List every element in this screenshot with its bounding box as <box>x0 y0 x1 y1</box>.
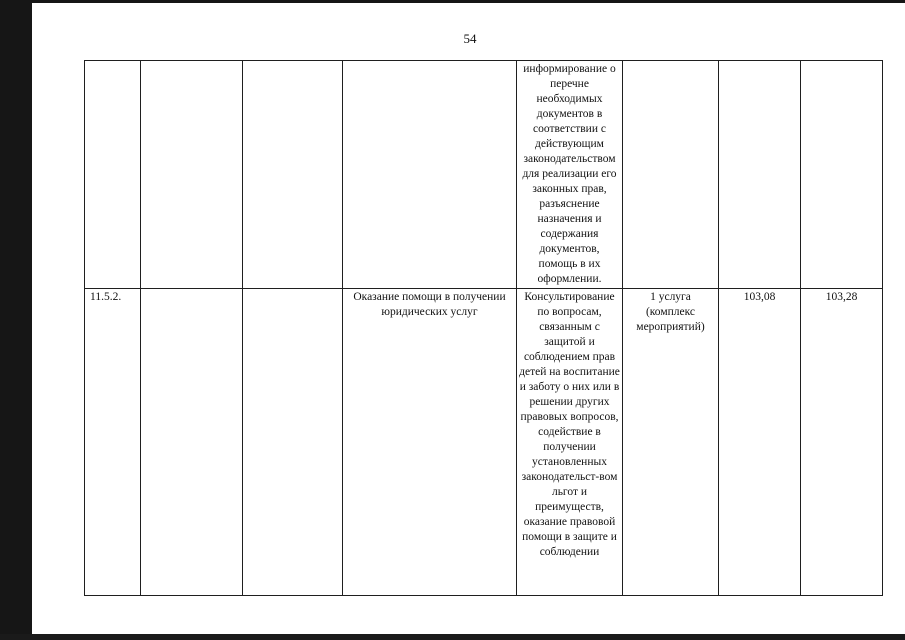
scan-top-edge <box>0 0 905 3</box>
page-number: 54 <box>463 31 477 46</box>
cell-unit <box>623 61 719 289</box>
cell-value1: 103,08 <box>719 289 801 596</box>
cell-description: Консультирование по вопросам, связанным с защитой и соблюдением прав детей на воспитание и заботу о них или в решении других правовых вопросов, содействие в получении установленных законодательст-вом льгот и преимуществ, оказание правовой помощи в защите и соблюдении <box>517 289 623 596</box>
cell-value2 <box>801 61 883 289</box>
cell-col2 <box>141 61 243 289</box>
cell-description: информирование о перечне необходимых документов в соответствии с действующим законодательством для реализации его законных прав, разъяснение назначения и содержания документов, помощь в их оформлении. <box>517 61 623 289</box>
services-table <box>84 60 883 596</box>
table-row <box>85 289 883 596</box>
cell-number <box>85 61 141 289</box>
cell-value1 <box>719 61 801 289</box>
cell-value2: 103,28 <box>801 289 883 596</box>
cell-number: 11.5.2. <box>85 289 141 596</box>
scan-left-edge <box>0 0 32 640</box>
scan-bottom-edge <box>0 634 905 640</box>
cell-service: Оказание помощи в получении юридических услуг <box>343 289 517 596</box>
cell-unit: 1 услуга (комплекс мероприятий) <box>623 289 719 596</box>
cell-col2 <box>141 289 243 596</box>
cell-col3 <box>243 61 343 289</box>
table-row <box>85 61 883 289</box>
cell-col3 <box>243 289 343 596</box>
cell-service <box>343 61 517 289</box>
